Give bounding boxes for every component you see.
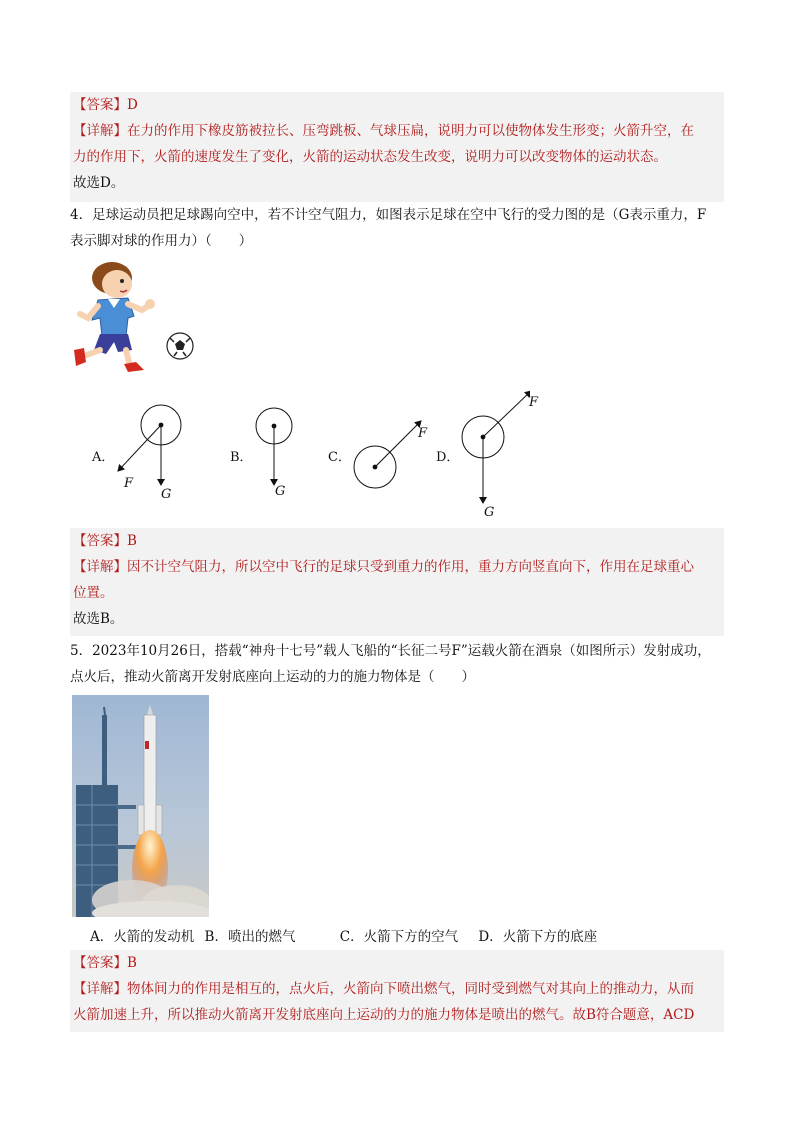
q3-answer-line [70,92,724,118]
q4-conclusion: 故选B。 [73,611,124,627]
c-f-label: F [418,426,428,441]
q3-detail-line2: 力的作用下，火箭的速度发生了变化，火箭的运动状态发生改变，说明力可以改变物体的运动状态。 [73,149,667,165]
q5-option-a: A．火箭的发动机 [90,929,195,945]
q4-option-a-label: A． [92,450,115,465]
detail-tag: 【详解】 [73,123,127,139]
detail-tag: 【详解】 [73,559,127,575]
b-g-label: G [275,484,286,499]
q5-options [90,926,597,948]
answer-tag: 【答案】 [73,533,127,549]
q4-stem-line1: 4．足球运动员把足球踢向空中，若不计空气阻力，如图表示足球在空中飞行的受力图的是（G表示重力，F [70,207,707,223]
answer-value: B [127,955,137,971]
answer-tag: 【答案】 [73,97,127,113]
q5-detail-line2: 火箭加速上升，所以推动火箭离开发射底座向上运动的力的施力物体是喷出的燃气。故B符合题意，ACD [73,1007,695,1023]
q4-option-b-label: B． [230,450,253,465]
q5-detail-line1 [70,976,724,1002]
q5-option-b: B．喷出的燃气 [204,929,296,945]
detail-tag: 【详解】 [73,981,127,997]
detail-text: 因不计空气阻力，所以空中飞行的足球只受到重力的作用，重力方向竖直向下，作用在足球重心 [127,559,694,575]
detail-text: 在力的作用下橡皮筋被拉长、压弯跳板、气球压扁，说明力可以使物体发生形变；火箭升空，在 [127,123,694,139]
q4-stem [70,202,730,254]
detail-text: 物体间力的作用是相互的，点火后，火箭向下喷出燃气，同时受到燃气对其向上的推动力，从而 [127,981,694,997]
q4-answer-line [70,528,724,554]
q5-stem-line1: 5．2023年10月26日，搭载“神舟十七号”载人飞船的“长征二号F”运载火箭在酒泉（如图所示）发射成功， [70,643,711,659]
a-f-label: F [124,476,134,491]
q3-conclusion: 故选D。 [73,175,125,191]
q4-stem-line2: 表示脚对球的作用力）（ ） [70,233,253,249]
q3-detail-line1 [70,118,724,144]
q4-detail-line2: 位置。 [73,585,114,601]
d-g-label: G [484,505,495,520]
q4-force-diagrams [80,385,530,525]
q4-option-c-label: C． [328,450,351,465]
soccer-player-illustration [70,258,200,380]
q4-detail-line1 [70,554,724,580]
a-g-label: G [161,487,172,502]
rocket-launch-photo [72,695,209,917]
q5-stem-line2: 点火后，推动火箭离开发射底座向上运动的力的施力物体是（ ） [70,669,475,685]
q3-answer-block [70,92,724,202]
answer-value: D [127,97,138,113]
q5-option-d: D．火箭下方的底座 [478,929,598,945]
answer-value: B [127,533,137,549]
d-f-label: F [529,395,539,410]
q4-option-d-label: D． [436,450,460,465]
q4-answer-block [70,528,724,636]
q5-option-c: C．火箭下方的空气 [339,929,459,945]
q5-stem [70,638,730,690]
q5-answer-block [70,950,724,1032]
answer-tag: 【答案】 [73,955,127,971]
q5-answer-line [70,950,724,976]
